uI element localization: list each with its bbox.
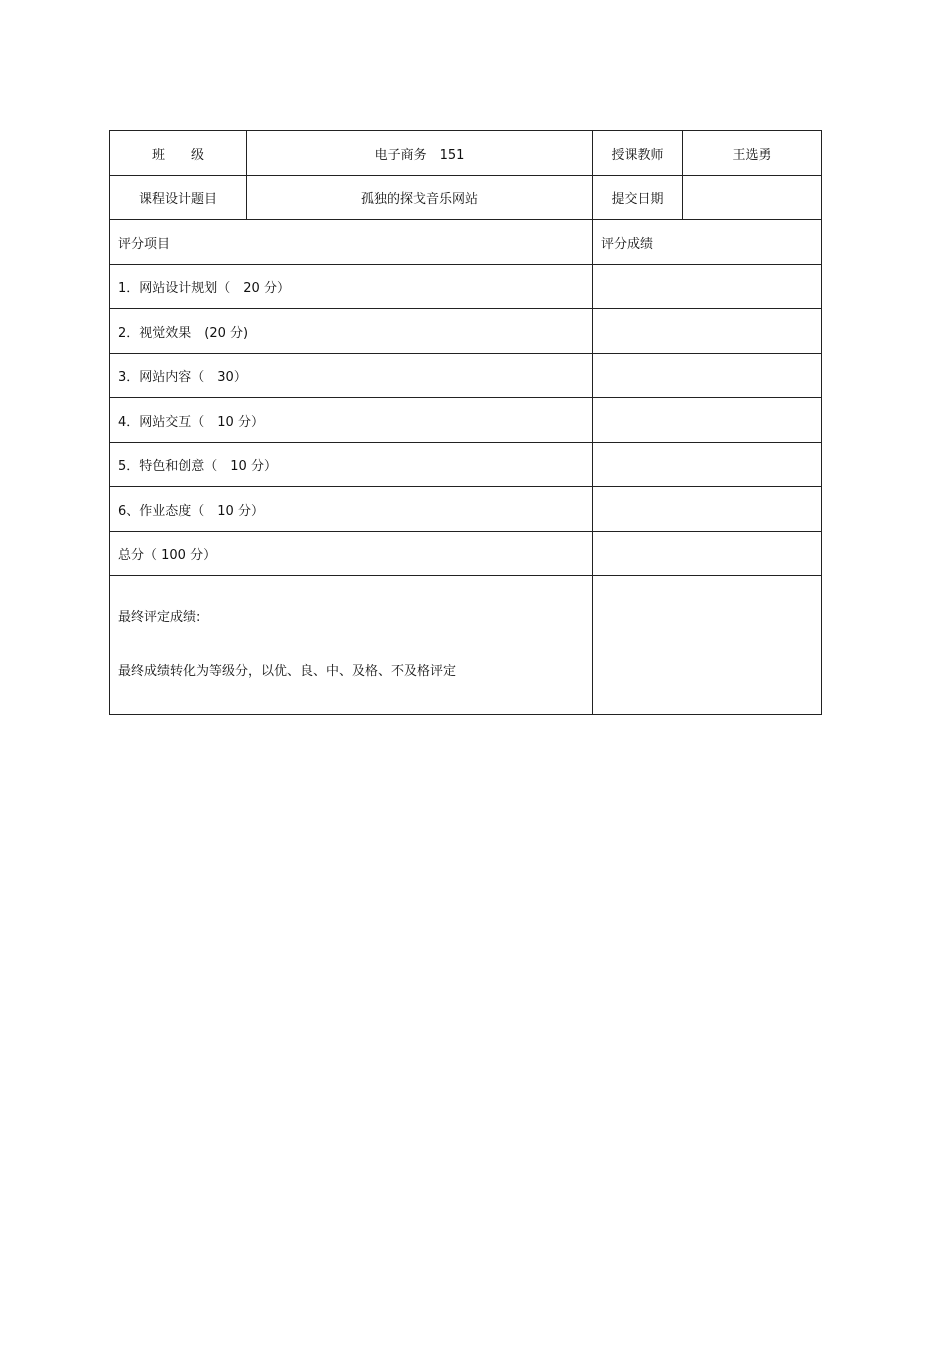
item-header: 评分项目 (110, 220, 593, 265)
class-label: 班 级 (110, 131, 247, 176)
scoring-item-score (593, 443, 822, 487)
total-label: 总分（ 100 分） (110, 532, 593, 576)
scoring-item-score (593, 398, 822, 443)
final-grade-title: 最终评定成绩: (118, 610, 201, 625)
class-row (110, 131, 822, 176)
total-row (110, 532, 822, 576)
total-score (593, 532, 822, 576)
final-grade-score (593, 576, 822, 715)
topic-label: 课程设计题目 (110, 176, 247, 220)
scoring-item-score (593, 265, 822, 309)
final-grade-note: 最终成绩转化为等级分，以优、良、中、及格、不及格评定 (118, 664, 457, 679)
scoring-item-score (593, 309, 822, 354)
scoring-item-score (593, 354, 822, 398)
submit-date-label: 提交日期 (593, 176, 683, 220)
scoring-item-score (593, 487, 822, 532)
scoring-item-label: 6、作业态度（ 10 分） (110, 487, 593, 532)
topic-row (110, 176, 822, 220)
class-value: 电子商务 151 (247, 131, 593, 176)
scoring-item-row (110, 443, 822, 487)
scoring-item-label: 4．网站交互（ 10 分） (110, 398, 593, 443)
scoring-header-row (110, 220, 822, 265)
scoring-item-label: 5．特色和创意（ 10 分） (110, 443, 593, 487)
final-grade-cell (110, 576, 593, 715)
scoring-item-label: 2．视觉效果 (20 分) (110, 309, 593, 354)
scoring-item-row (110, 354, 822, 398)
scoring-item-row (110, 487, 822, 532)
final-grade-row (110, 576, 822, 715)
topic-value: 孤独的探戈音乐网站 (247, 176, 593, 220)
scoring-item-label: 3．网站内容（ 30） (110, 354, 593, 398)
score-header: 评分成绩 (593, 220, 822, 265)
teacher-label: 授课教师 (593, 131, 683, 176)
submit-date-value (683, 176, 822, 220)
teacher-value: 王选勇 (683, 131, 822, 176)
scoring-item-row (110, 398, 822, 443)
scoring-item-label: 1．网站设计规划（ 20 分） (110, 265, 593, 309)
scoring-item-row (110, 265, 822, 309)
scoring-item-row (110, 309, 822, 354)
grading-table (109, 130, 822, 715)
